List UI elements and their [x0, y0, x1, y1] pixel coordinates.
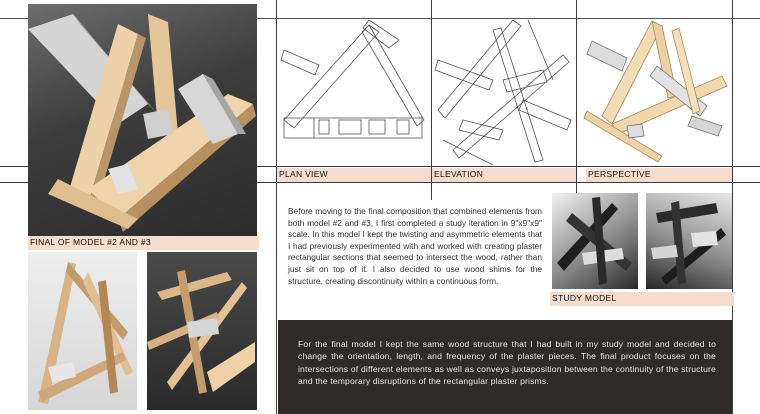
grid-col-3: [576, 0, 577, 200]
final-paragraph: For the final model I kept the same wood structure that I had built in my study model and decided to change the orientation, length, and frequency of the plaster pieces. The final product focuses on the intersections of different elements as well as conveys juxtaposition between the continuity of the structure and the temporary disruptions of the rectangular plaster prisms.: [298, 339, 716, 387]
final-model-photo: [28, 4, 257, 236]
perspective-label: PERSPECTIVE: [586, 168, 732, 182]
grid-col-4: [732, 0, 733, 414]
plan-view-drawing: [279, 20, 429, 165]
study-model-photo-1: [552, 193, 638, 289]
study-model-label: STUDY MODEL: [550, 292, 734, 306]
elevation-drawing: [433, 20, 575, 165]
perspective-drawing: [582, 16, 730, 164]
study-paragraph: Before moving to the final composition that combined elements from both model #2 and #3, I first completed a study iteration in 9"x9"x9" scale. In this model I kept the twisting and asymmetric elements that I had previously experimented with and worked with creating plaster rectangular sections that seemed to intersect the wood, rather than just sit on top of it. I also decided to use wood shims for the structure, creating discontinuity within a continuous form.: [288, 206, 542, 286]
final-model-label: FINAL OF MODEL #2 AND #3: [28, 236, 259, 250]
study-model-photo-2: [646, 193, 732, 289]
plan-view-label: PLAN VIEW: [277, 168, 431, 182]
model-photo-left: [28, 252, 137, 410]
model-photo-right: [147, 252, 257, 410]
elevation-label: ELEVATION: [432, 168, 576, 182]
grid-col-1: [276, 0, 277, 414]
